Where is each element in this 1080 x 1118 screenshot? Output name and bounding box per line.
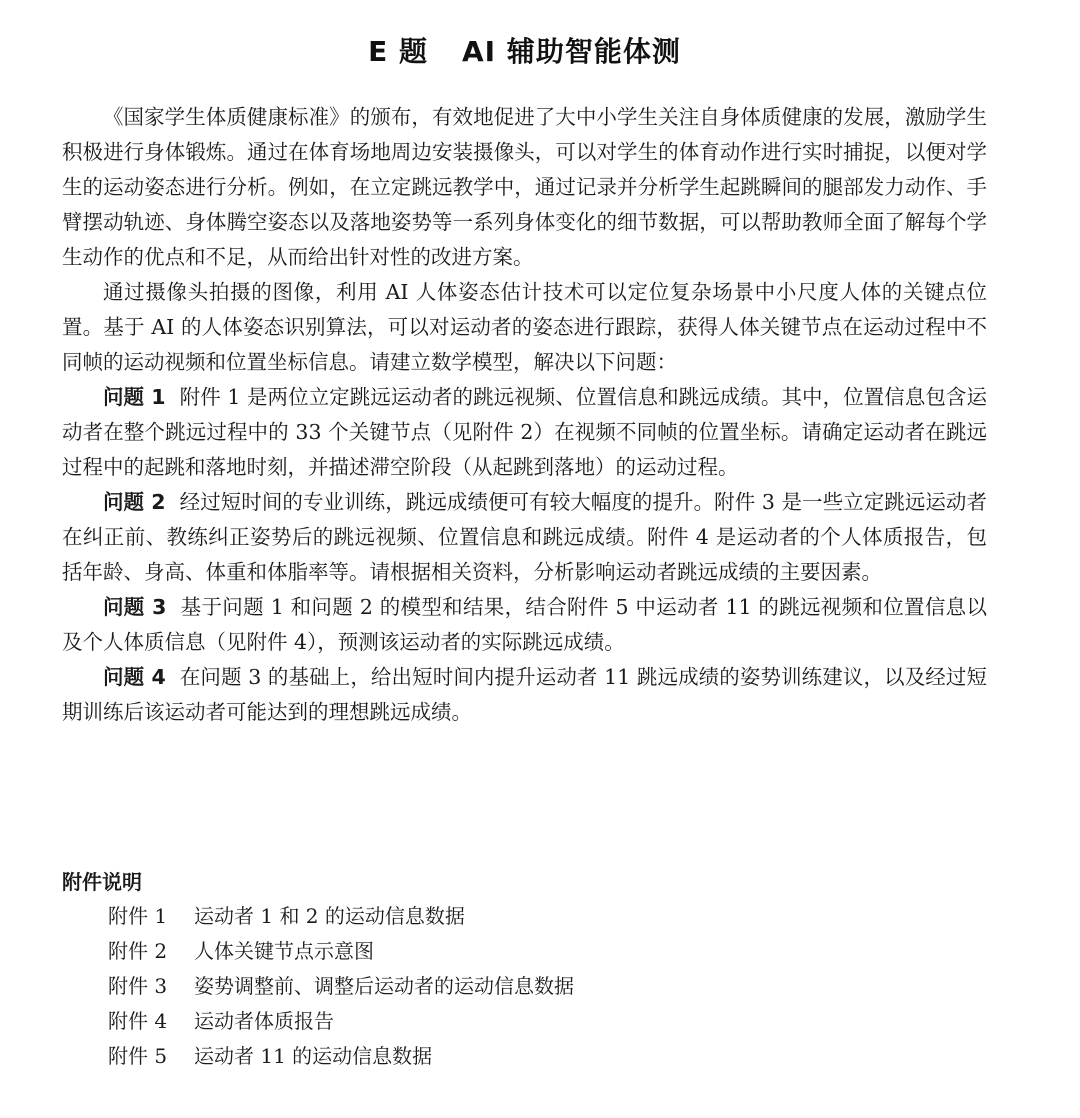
appendix-item [108,934,987,969]
appendix-item-text: 运动者 11 的运动信息数据 [194,1044,433,1068]
question-text: 经过短时间的专业训练，跳远成绩便可有较大幅度的提升。附件 3 是一些立定跳远运动者在纠正前、教练纠正姿势后的跳远视频、位置信息和跳远成绩。附件 4 是运动者的个人体质报告，包括年龄、身高、体重和体脂率等。请根据相关资料，分析影响运动者跳远成绩的主要因素。 [62,490,987,584]
question-text: 在问题 3 的基础上，给出短时间内提升运动者 11 跳远成绩的姿势训练建议，以及经过短期训练后该运动者可能达到的理想跳远成绩。 [62,665,987,724]
appendix-list [62,899,987,1074]
title-main: AI 辅助智能体测 [462,35,681,68]
question-label: 问题 4 [103,665,166,689]
appendix-item-text: 姿势调整前、调整后运动者的运动信息数据 [194,974,574,998]
appendix-item-text: 运动者体质报告 [194,1009,334,1033]
appendix-item [108,899,987,934]
question-text: 附件 1 是两位立定跳远运动者的跳远视频、位置信息和跳远成绩。其中，位置信息包含运动者在整个跳远过程中的 33 个关键节点（见附件 2）在视频不同帧的位置坐标。请确定运动者在跳远过程中的起跳和落地时刻，并描述滞空阶段（从起跳到落地）的运动过程。 [62,385,987,479]
appendix-item-label: 附件 5 [108,1044,168,1068]
question-label: 问题 2 [103,490,166,514]
appendix-item-label: 附件 4 [108,1009,168,1033]
appendix-item-text: 人体关键节点示意图 [194,939,374,963]
intro-paragraph: 《国家学生体质健康标准》的颁布，有效地促进了大中小学生关注自身体质健康的发展，激励学生积极进行身体锻炼。通过在体育场地周边安装摄像头，可以对学生的体育动作进行实时捕捉，以便对学生的运动姿态进行分析。例如，在立定跳远教学中，通过记录并分析学生起跳瞬间的腿部发力动作、手臂摆动轨迹、身体腾空姿态以及落地姿势等一系列身体变化的细节数据，可以帮助教师全面了解每个学生动作的优点和不足，从而给出针对性的改进方案。 [62,105,987,269]
method-paragraph: 通过摄像头拍摄的图像，利用 AI 人体姿态估计技术可以定位复杂场景中小尺度人体的关键点位置。基于 AI 的人体姿态识别算法，可以对运动者的姿态进行跟踪，获得人体关键节点在运动过程中不同帧的运动视频和位置坐标信息。请建立数学模型，解决以下问题： [62,280,987,374]
appendix-item-label: 附件 2 [108,939,168,963]
appendix-item-label: 附件 1 [108,904,168,928]
question-label: 问题 3 [103,595,167,619]
question-3 [62,590,987,660]
appendix-item-text: 运动者 1 和 2 的运动信息数据 [194,904,465,928]
question-1 [62,380,987,485]
appendix-item [108,1004,987,1039]
appendix-item-label: 附件 3 [108,974,168,998]
title-prefix: E 题 [368,35,429,68]
appendix-section [62,865,987,1074]
problem-body [62,100,987,730]
question-text: 基于问题 1 和问题 2 的模型和结果，结合附件 5 中运动者 11 的跳远视频和位置信息以及个人体质信息（见附件 4），预测该运动者的实际跳远成绩。 [62,595,987,654]
appendix-item [108,969,987,1004]
question-4 [62,660,987,730]
question-label: 问题 1 [103,385,166,409]
document-title [62,30,987,70]
question-2 [62,485,987,590]
appendix-heading: 附件说明 [62,870,142,894]
appendix-item [108,1039,987,1074]
